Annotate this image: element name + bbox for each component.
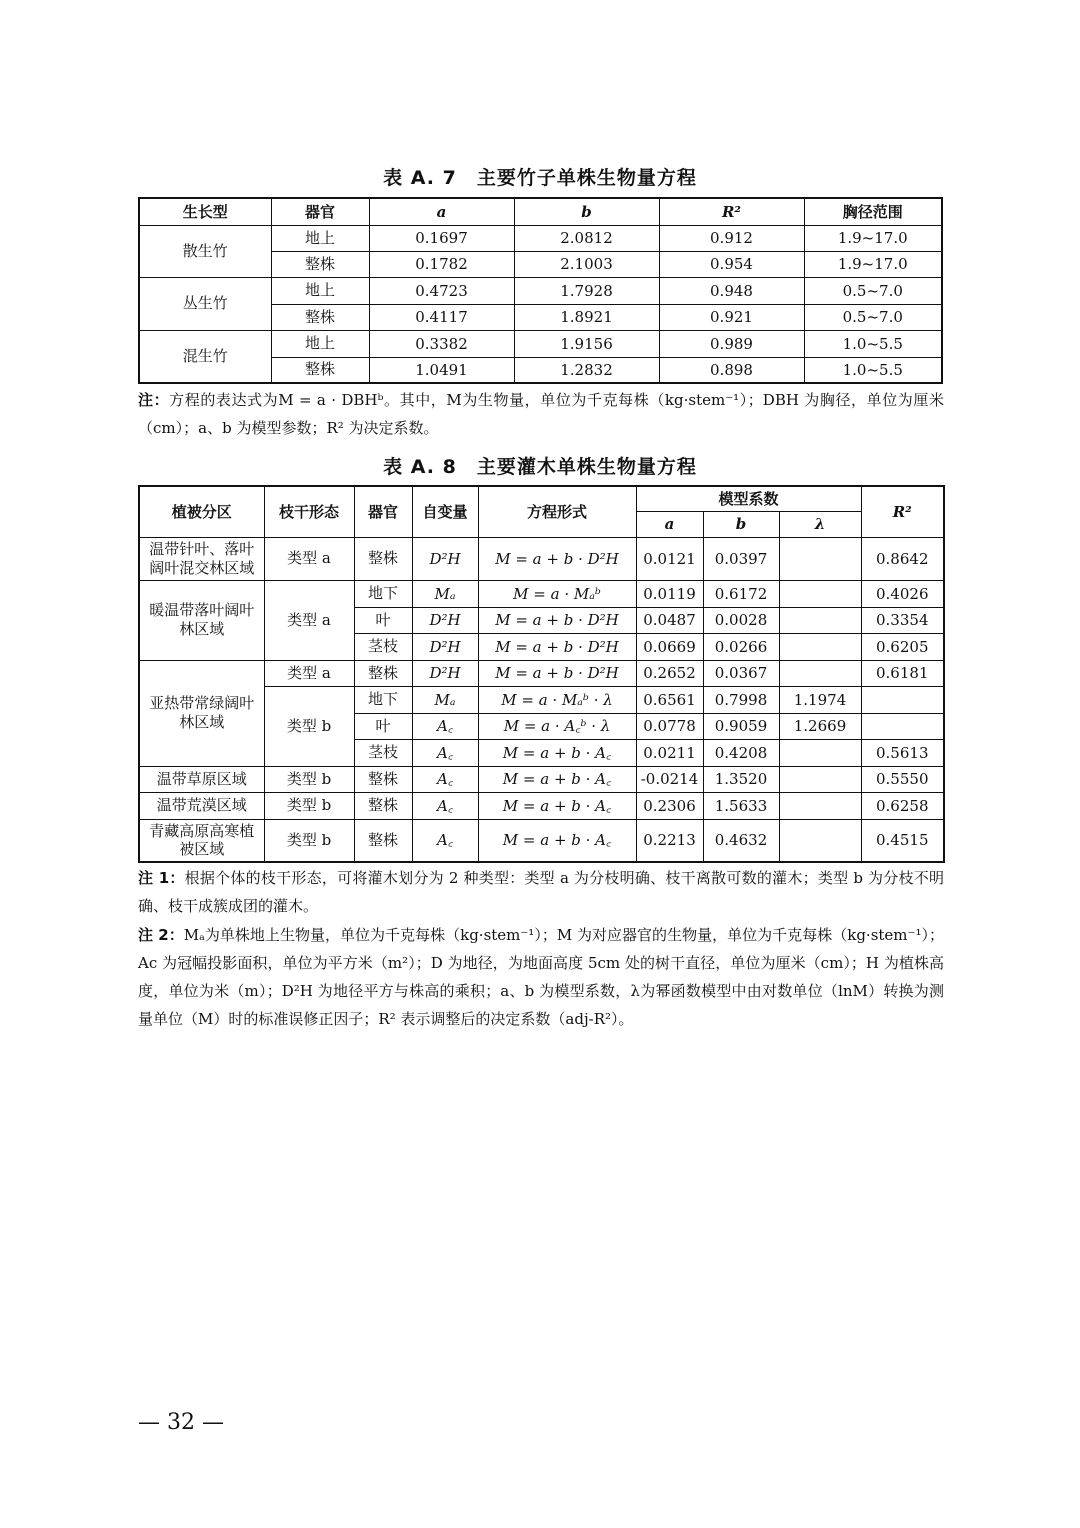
organ-cell: 地上 — [271, 330, 369, 357]
r2-cell — [861, 686, 944, 713]
table-row — [139, 537, 944, 580]
table-row — [139, 766, 944, 792]
table-a7 — [138, 197, 943, 384]
variable-cell: D²H — [412, 660, 478, 686]
header-a: a — [636, 511, 703, 537]
range-cell: 1.0~5.5 — [804, 357, 942, 383]
a-cell: 1.0491 — [369, 357, 514, 383]
lambda-cell — [779, 660, 861, 686]
equation-cell: M = a · Mₐᵇ — [478, 580, 636, 607]
variable-cell: D²H — [412, 633, 478, 660]
organ-cell: 整株 — [354, 660, 412, 686]
table-row — [139, 819, 944, 862]
equation-cell: M = a + b · D²H — [478, 537, 636, 580]
range-cell: 1.9~17.0 — [804, 225, 942, 251]
a-cell: 0.0121 — [636, 537, 703, 580]
equation-cell: M = a + b · D²H — [478, 660, 636, 686]
page-number: — 32 — — [138, 1410, 224, 1435]
growth-type-cell: 混生竹 — [139, 330, 271, 383]
r2-cell: 0.5613 — [861, 739, 944, 766]
organ-cell: 整株 — [271, 357, 369, 383]
r2-cell: 0.921 — [659, 304, 804, 330]
note-label: 注： — [138, 391, 170, 409]
header-lambda: λ — [779, 511, 861, 537]
b-cell: 0.0367 — [703, 660, 779, 686]
form-cell: 类型 a — [264, 537, 354, 580]
lambda-cell — [779, 819, 861, 862]
b-cell: 2.1003 — [514, 251, 659, 277]
lambda-cell — [779, 633, 861, 660]
variable-cell: Mₐ — [412, 580, 478, 607]
lambda-cell: 1.1974 — [779, 686, 861, 713]
r2-cell: 0.948 — [659, 277, 804, 304]
organ-cell: 叶 — [354, 713, 412, 739]
equation-cell: M = a · Mₐᵇ · λ — [478, 686, 636, 713]
r2-cell: 0.3354 — [861, 607, 944, 633]
variable-cell: A꜀ — [412, 713, 478, 739]
header-b: b — [514, 198, 659, 225]
header-r2: R² — [659, 198, 804, 225]
table-row — [139, 225, 942, 251]
note-label: 注 1： — [138, 869, 185, 887]
a-cell: 0.0119 — [636, 580, 703, 607]
lambda-cell — [779, 739, 861, 766]
a-cell: -0.0214 — [636, 766, 703, 792]
header-form: 枝干形态 — [264, 486, 354, 537]
b-cell: 1.3520 — [703, 766, 779, 792]
b-cell: 1.9156 — [514, 330, 659, 357]
variable-cell: A꜀ — [412, 819, 478, 862]
lambda-cell — [779, 792, 861, 819]
b-cell: 0.9059 — [703, 713, 779, 739]
equation-cell: M = a + b · A꜀ — [478, 739, 636, 766]
a-cell: 0.4117 — [369, 304, 514, 330]
equation-cell: M = a + b · D²H — [478, 633, 636, 660]
organ-cell: 茎枝 — [354, 739, 412, 766]
r2-cell: 0.5550 — [861, 766, 944, 792]
b-cell: 0.0028 — [703, 607, 779, 633]
lambda-cell — [779, 766, 861, 792]
b-cell: 0.4632 — [703, 819, 779, 862]
r2-cell: 0.6181 — [861, 660, 944, 686]
table-a8-caption: 表 A. 8 主要灌木单株生物量方程 — [383, 456, 697, 478]
header-zone: 植被分区 — [139, 486, 264, 537]
organ-cell: 整株 — [354, 819, 412, 862]
b-cell: 1.5633 — [703, 792, 779, 819]
table-row — [139, 330, 942, 357]
variable-cell: A꜀ — [412, 792, 478, 819]
organ-cell: 整株 — [271, 251, 369, 277]
growth-type-cell: 丛生竹 — [139, 277, 271, 330]
r2-cell: 0.989 — [659, 330, 804, 357]
growth-type-cell: 散生竹 — [139, 225, 271, 277]
header-variable: 自变量 — [412, 486, 478, 537]
lambda-cell: 1.2669 — [779, 713, 861, 739]
variable-cell: D²H — [412, 607, 478, 633]
organ-cell: 地下 — [354, 580, 412, 607]
zone-cell: 青藏高原高寒植被区域 — [139, 819, 264, 862]
form-cell: 类型 b — [264, 766, 354, 792]
a-cell: 0.2213 — [636, 819, 703, 862]
table-row — [139, 792, 944, 819]
form-cell: 类型 a — [264, 580, 354, 660]
r2-cell: 0.8642 — [861, 537, 944, 580]
header-b: b — [703, 511, 779, 537]
zone-cell: 温带草原区域 — [139, 766, 264, 792]
b-cell: 0.0397 — [703, 537, 779, 580]
b-cell: 0.7998 — [703, 686, 779, 713]
a-cell: 0.0778 — [636, 713, 703, 739]
table-a7-header-row — [139, 198, 942, 225]
r2-cell: 0.912 — [659, 225, 804, 251]
zone-cell: 亚热带常绿阔叶林区域 — [139, 660, 264, 766]
variable-cell: A꜀ — [412, 739, 478, 766]
a-cell: 0.3382 — [369, 330, 514, 357]
equation-cell: M = a + b · D²H — [478, 607, 636, 633]
range-cell: 0.5~7.0 — [804, 304, 942, 330]
b-cell: 0.6172 — [703, 580, 779, 607]
r2-cell — [861, 713, 944, 739]
table-a8-header-row — [139, 486, 944, 511]
header-growth-type: 生长型 — [139, 198, 271, 225]
organ-cell: 整株 — [354, 792, 412, 819]
header-r2: R² — [861, 486, 944, 537]
lambda-cell — [779, 537, 861, 580]
note-text: 根据个体的枝干形态，可将灌木划分为 2 种类型：类型 a 为分枝明确、枝干离散可数的灌木；类型 b 为分枝不明确、枝干成簇成团的灌木。 — [138, 869, 944, 915]
variable-cell: A꜀ — [412, 766, 478, 792]
r2-cell: 0.954 — [659, 251, 804, 277]
range-cell: 0.5~7.0 — [804, 277, 942, 304]
form-cell: 类型 b — [264, 792, 354, 819]
b-cell: 1.2832 — [514, 357, 659, 383]
r2-cell: 0.6258 — [861, 792, 944, 819]
form-cell: 类型 b — [264, 686, 354, 766]
a-cell: 0.0211 — [636, 739, 703, 766]
lambda-cell — [779, 607, 861, 633]
b-cell: 0.4208 — [703, 739, 779, 766]
table-a8 — [138, 485, 945, 863]
table-a7-caption: 表 A. 7 主要竹子单株生物量方程 — [383, 167, 697, 189]
equation-cell: M = a + b · A꜀ — [478, 766, 636, 792]
range-cell: 1.9~17.0 — [804, 251, 942, 277]
header-dbh-range: 胸径范围 — [804, 198, 942, 225]
a-cell: 0.1782 — [369, 251, 514, 277]
lambda-cell — [779, 580, 861, 607]
table-a7-note — [138, 386, 944, 442]
variable-cell: Mₐ — [412, 686, 478, 713]
organ-cell: 地上 — [271, 277, 369, 304]
b-cell: 1.7928 — [514, 277, 659, 304]
organ-cell: 整株 — [354, 537, 412, 580]
a-cell: 0.6561 — [636, 686, 703, 713]
r2-cell: 0.4026 — [861, 580, 944, 607]
form-cell: 类型 b — [264, 819, 354, 862]
table-row — [139, 660, 944, 686]
r2-cell: 0.898 — [659, 357, 804, 383]
b-cell: 0.0266 — [703, 633, 779, 660]
a-cell: 0.0669 — [636, 633, 703, 660]
a-cell: 0.2306 — [636, 792, 703, 819]
organ-cell: 茎枝 — [354, 633, 412, 660]
note-text: Mₐ为单株地上生物量，单位为千克每株（kg·stem⁻¹）；M 为对应器官的生物量，单位为千克每株（kg·stem⁻¹）；Ac 为冠幅投影面积，单位为平方米（m²）；D 为地径，为地面高度 5cm 处的树干直径，单位为厘米（cm）；H 为植株高度，单位为米（m）；D²H 为地径平方与株高的乘积；a、b 为模型系数，λ为幂函数模型中由对数单位（lnM）转换为测量单位（M）时的标准误修正因子；R² 表示调整后的决定系数（adj-R²）。 — [138, 926, 944, 1028]
a-cell: 0.0487 — [636, 607, 703, 633]
equation-cell: M = a · A꜀ᵇ · λ — [478, 713, 636, 739]
organ-cell: 叶 — [354, 607, 412, 633]
header-model-coef: 模型系数 — [636, 486, 861, 511]
equation-cell: M = a + b · A꜀ — [478, 819, 636, 862]
zone-cell: 温带针叶、落叶阔叶混交林区域 — [139, 537, 264, 580]
zone-cell: 温带荒漠区域 — [139, 792, 264, 819]
b-cell: 1.8921 — [514, 304, 659, 330]
a-cell: 0.2652 — [636, 660, 703, 686]
r2-cell: 0.4515 — [861, 819, 944, 862]
header-equation: 方程形式 — [478, 486, 636, 537]
organ-cell: 整株 — [271, 304, 369, 330]
equation-cell: M = a + b · A꜀ — [478, 792, 636, 819]
zone-cell: 暖温带落叶阔叶林区域 — [139, 580, 264, 660]
organ-cell: 地上 — [271, 225, 369, 251]
note-label: 注 2： — [138, 926, 184, 944]
organ-cell: 整株 — [354, 766, 412, 792]
range-cell: 1.0~5.5 — [804, 330, 942, 357]
note-text: 方程的表达式为M = a · DBHᵇ。其中，M为生物量，单位为千克每株（kg·stem⁻¹）；DBH 为胸径，单位为厘米（cm）；a、b 为模型参数；R² 为决定系数。 — [138, 391, 944, 437]
b-cell: 2.0812 — [514, 225, 659, 251]
header-organ: 器官 — [271, 198, 369, 225]
organ-cell: 地下 — [354, 686, 412, 713]
a-cell: 0.4723 — [369, 277, 514, 304]
table-row — [139, 580, 944, 607]
variable-cell: D²H — [412, 537, 478, 580]
table-row — [139, 277, 942, 304]
table-a8-note-1 — [138, 864, 944, 920]
header-a: a — [369, 198, 514, 225]
a-cell: 0.1697 — [369, 225, 514, 251]
r2-cell: 0.6205 — [861, 633, 944, 660]
table-a8-note-2 — [138, 921, 944, 1033]
header-organ: 器官 — [354, 486, 412, 537]
form-cell: 类型 a — [264, 660, 354, 686]
